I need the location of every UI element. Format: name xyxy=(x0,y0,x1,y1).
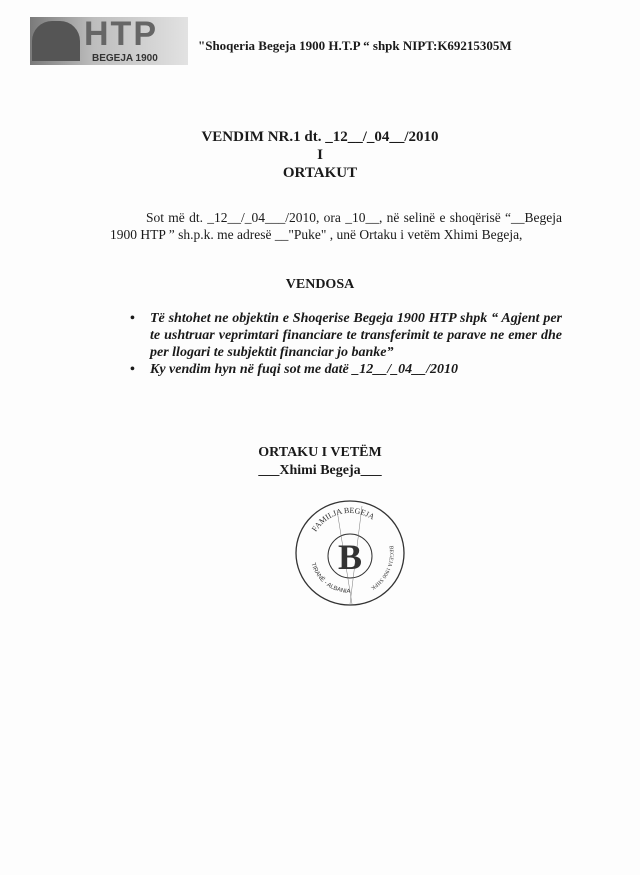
title-line-3: ORTAKUT xyxy=(282,165,358,181)
intro-paragraph: Sot më dt. _12__/_04___/2010, ora _10__, në selinë e shoqërisë “__Begeja 1900 HTP ” sh.p.k. me adresë __"Puke" , unë Ortaku i vetëm Xhimi Begeja, xyxy=(110,210,562,242)
signature-name: ___Xhimi Begeja___ xyxy=(258,463,382,478)
signature-title: ORTAKU I VETËM xyxy=(258,445,382,460)
seal-center: B xyxy=(337,537,363,577)
logo-image xyxy=(32,21,80,61)
svg-text:BEGEJA 1900 SHPK xyxy=(370,545,395,590)
seal-right-text: BEGEJA 1900 SHPK xyxy=(369,545,395,591)
decision-heading: VENDOSA xyxy=(285,277,355,292)
company-line: "Shoqeria Begeja 1900 H.T.P “ shpk NIPT:K69215305M xyxy=(198,38,512,53)
decision-title: VENDIM NR.1 dt. _12__/_04__/2010 xyxy=(201,129,439,145)
logo-subtext: BEGEJA 1900 xyxy=(92,53,158,64)
company-logo xyxy=(30,17,188,65)
decision-list xyxy=(130,310,562,378)
logo-text: HTP xyxy=(84,17,158,53)
seal-bottom-text: TIRANË - ALBANIA xyxy=(309,562,351,595)
list-item: • Të shtohet ne objektin e Shoqerise Begeja 1900 HTP shpk “ Agjent per te ushtruar veprimtari financiare te transferimit te parave ne emer dhe per llogari te subjektit financiar jo banke” xyxy=(130,310,562,361)
seal-top-text: FAMILJA BEGEJA xyxy=(310,505,377,534)
title-line-2: I xyxy=(317,147,323,163)
company-seal xyxy=(292,500,408,608)
list-item: • Ky vendim hyn në fuqi sot me datë _12__/_04__/2010 xyxy=(130,361,562,378)
